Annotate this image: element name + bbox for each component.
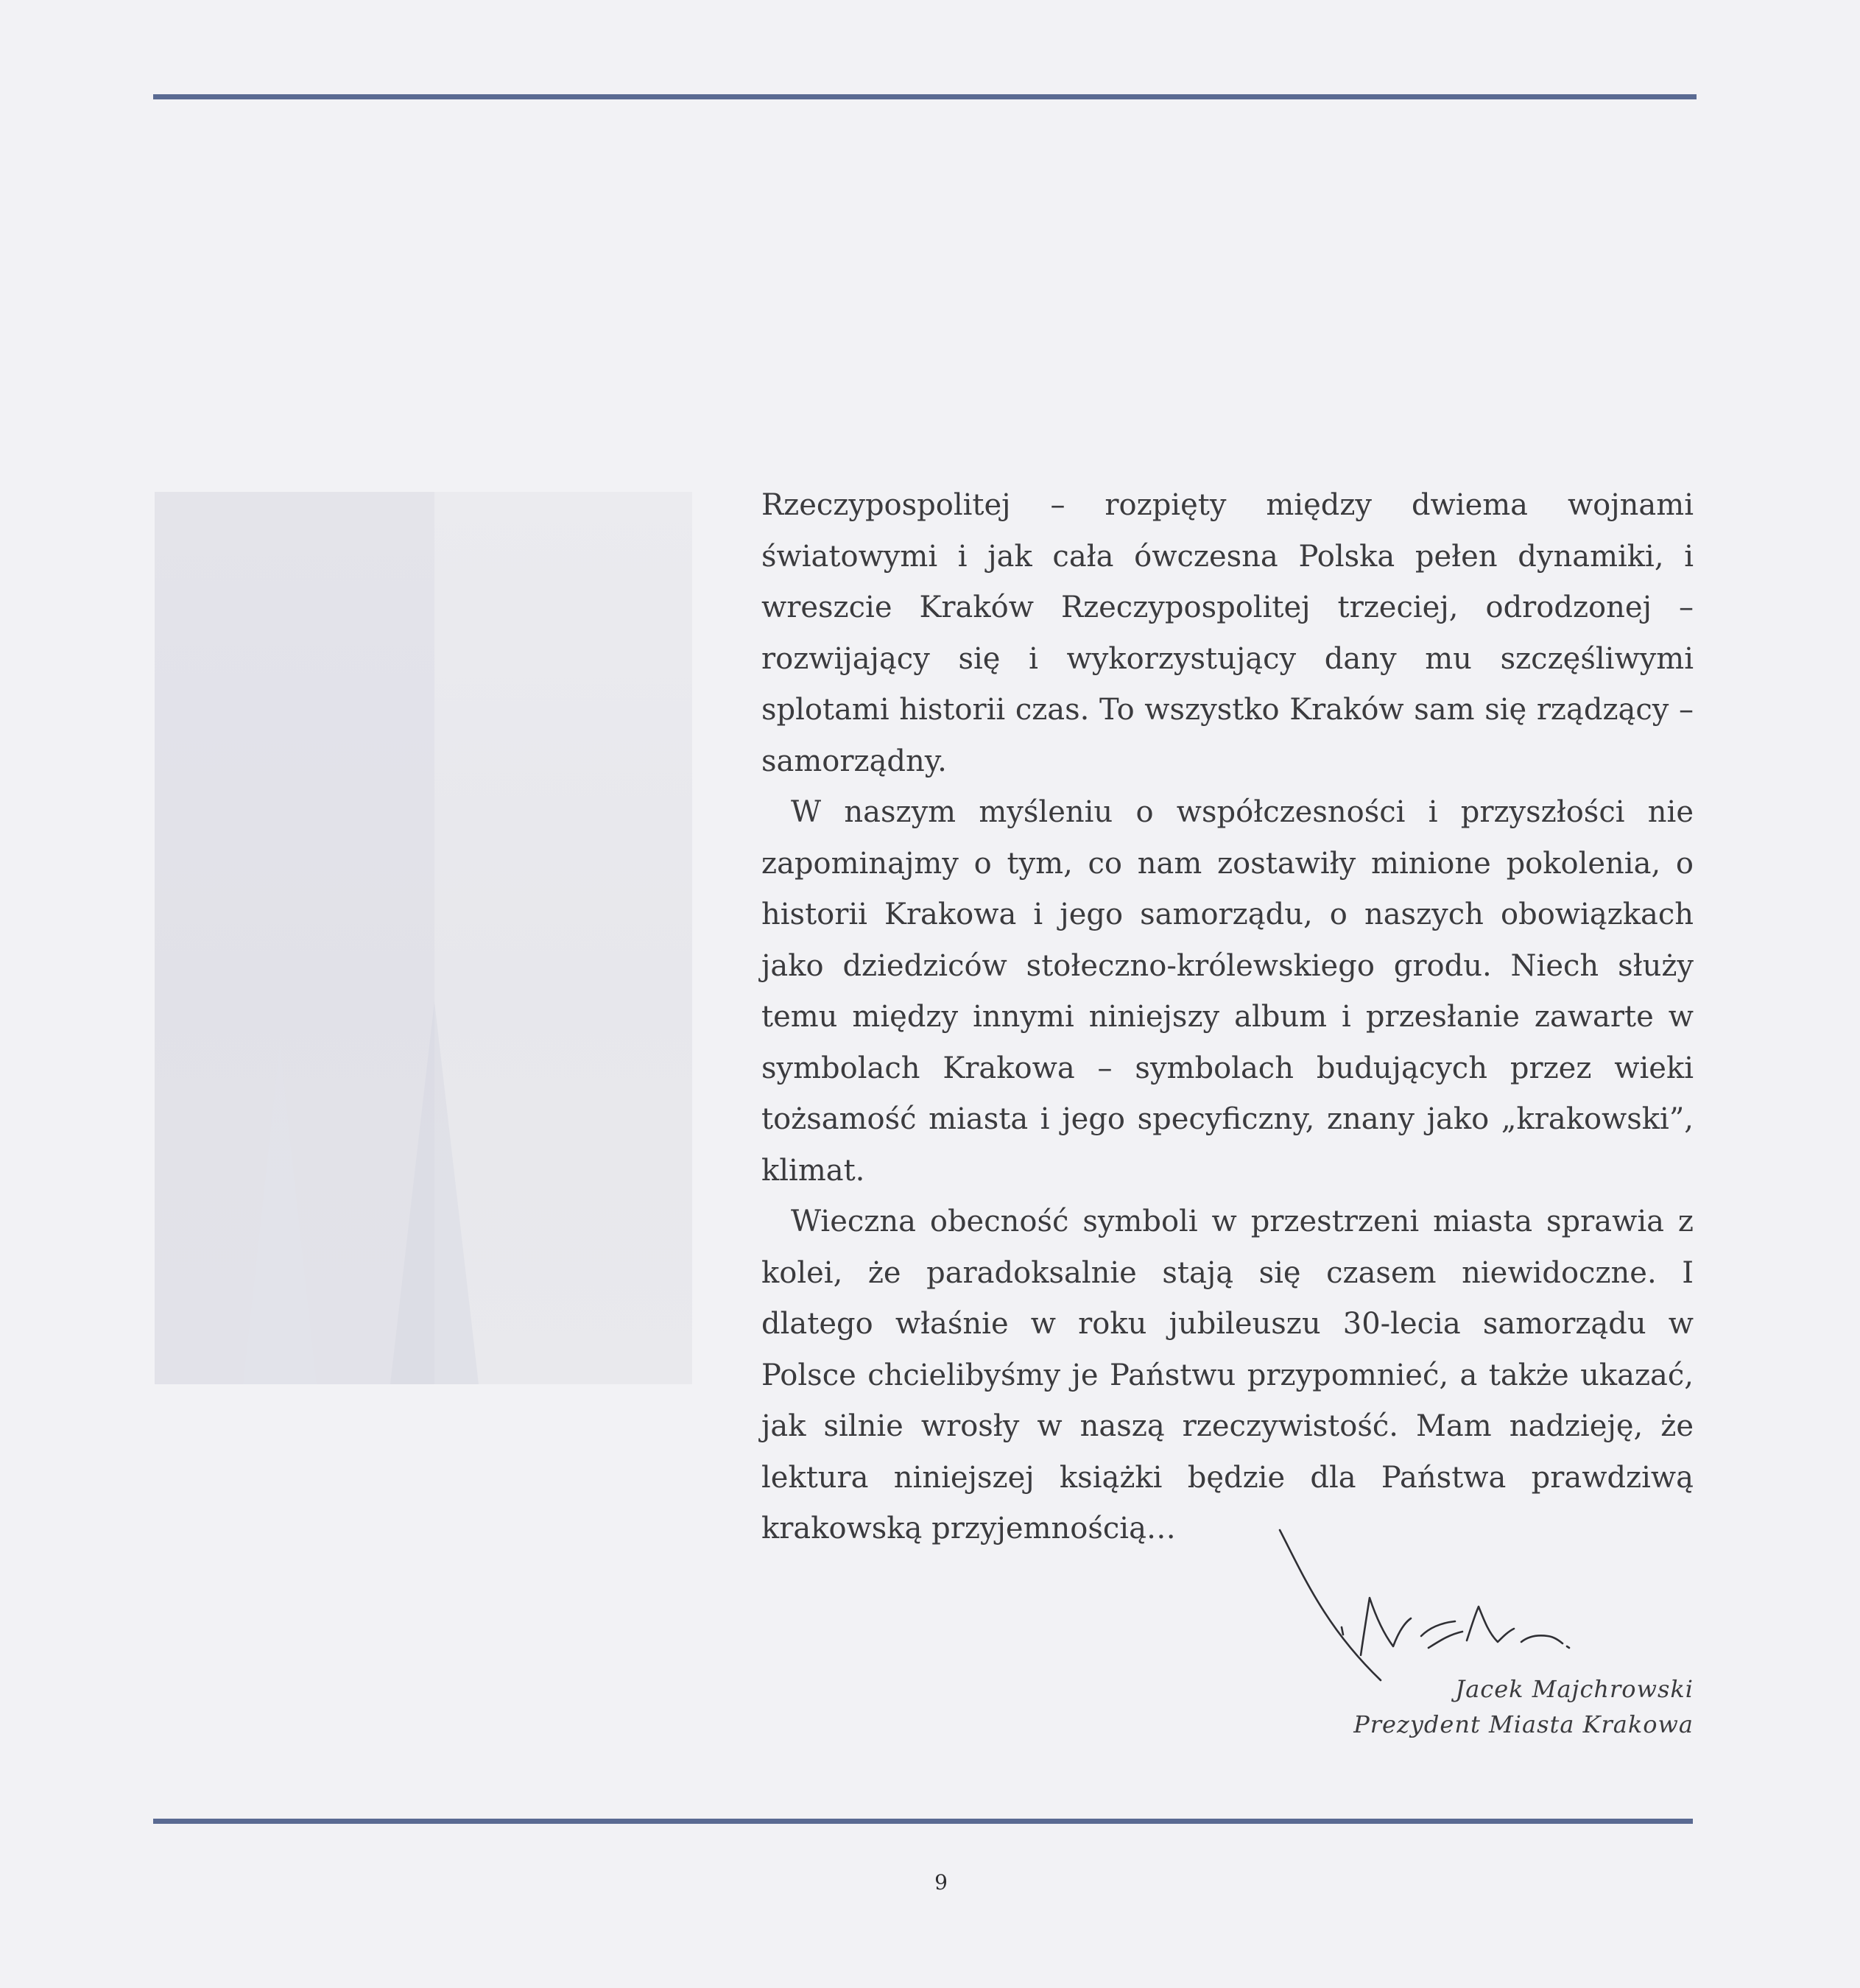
signer-title: Prezydent Miasta Krakowa [1353,1710,1694,1738]
paragraph-2: W naszym myśleniu o współczesności i przyszłości nie zapominajmy o tym, co nam zostawiły minione pokolenia, o historii Krakowa i jego samorządu, o naszych obowiązkach jako dziedziców stołeczno-królewskiego grodu. Niech służy temu między innymi niniejszy album i przesłanie zawarte w symbolach Krakowa – symbolach budujących przez wieki tożsamość miasta i jego specyficzny, znany jako „krakowski”, klimat. [761,795,1694,1188]
page-number: 9 [934,1870,948,1894]
photo-wedge-secondary [243,1046,317,1384]
handwritten-signature [1274,1524,1583,1693]
signer-name: Jacek Majchrowski [1455,1675,1694,1703]
photo-wedge [390,1001,479,1384]
paragraph-3: Wieczna obecność symboli w przestrzeni miasta sprawia z kolei, że paradoksalnie stają się czasem niewidoczne. I dlatego właśnie w roku jubileuszu 30-lecia samorządu w Polsce chcielibyśmy je Państwu przypomnieć, a także ukazać, jak silnie wrosły w naszą rzeczywistość. Mam nadzieję, że lektura niniejszej książki będzie dla Państwa prawdziwą krakowską przyjemnością… [761,1205,1694,1545]
bottom-rule [153,1819,1693,1824]
body-text [761,480,1694,1555]
signer-block [1353,1671,1694,1742]
faded-photo-panel [155,492,692,1384]
top-rule [153,94,1697,99]
paragraph-1: Rzeczypospolitej – rozpięty między dwiema wojnami światowymi i jak cała ówczesna Polska pełen dynamiki, i wreszcie Kraków Rzeczypospolitej trzeciej, odrodzonej – rozwijający się i wykorzystujący dany mu szczęśliwymi splotami historii czas. To wszystko Kraków sam się rządzący – samorządny. [761,488,1694,778]
